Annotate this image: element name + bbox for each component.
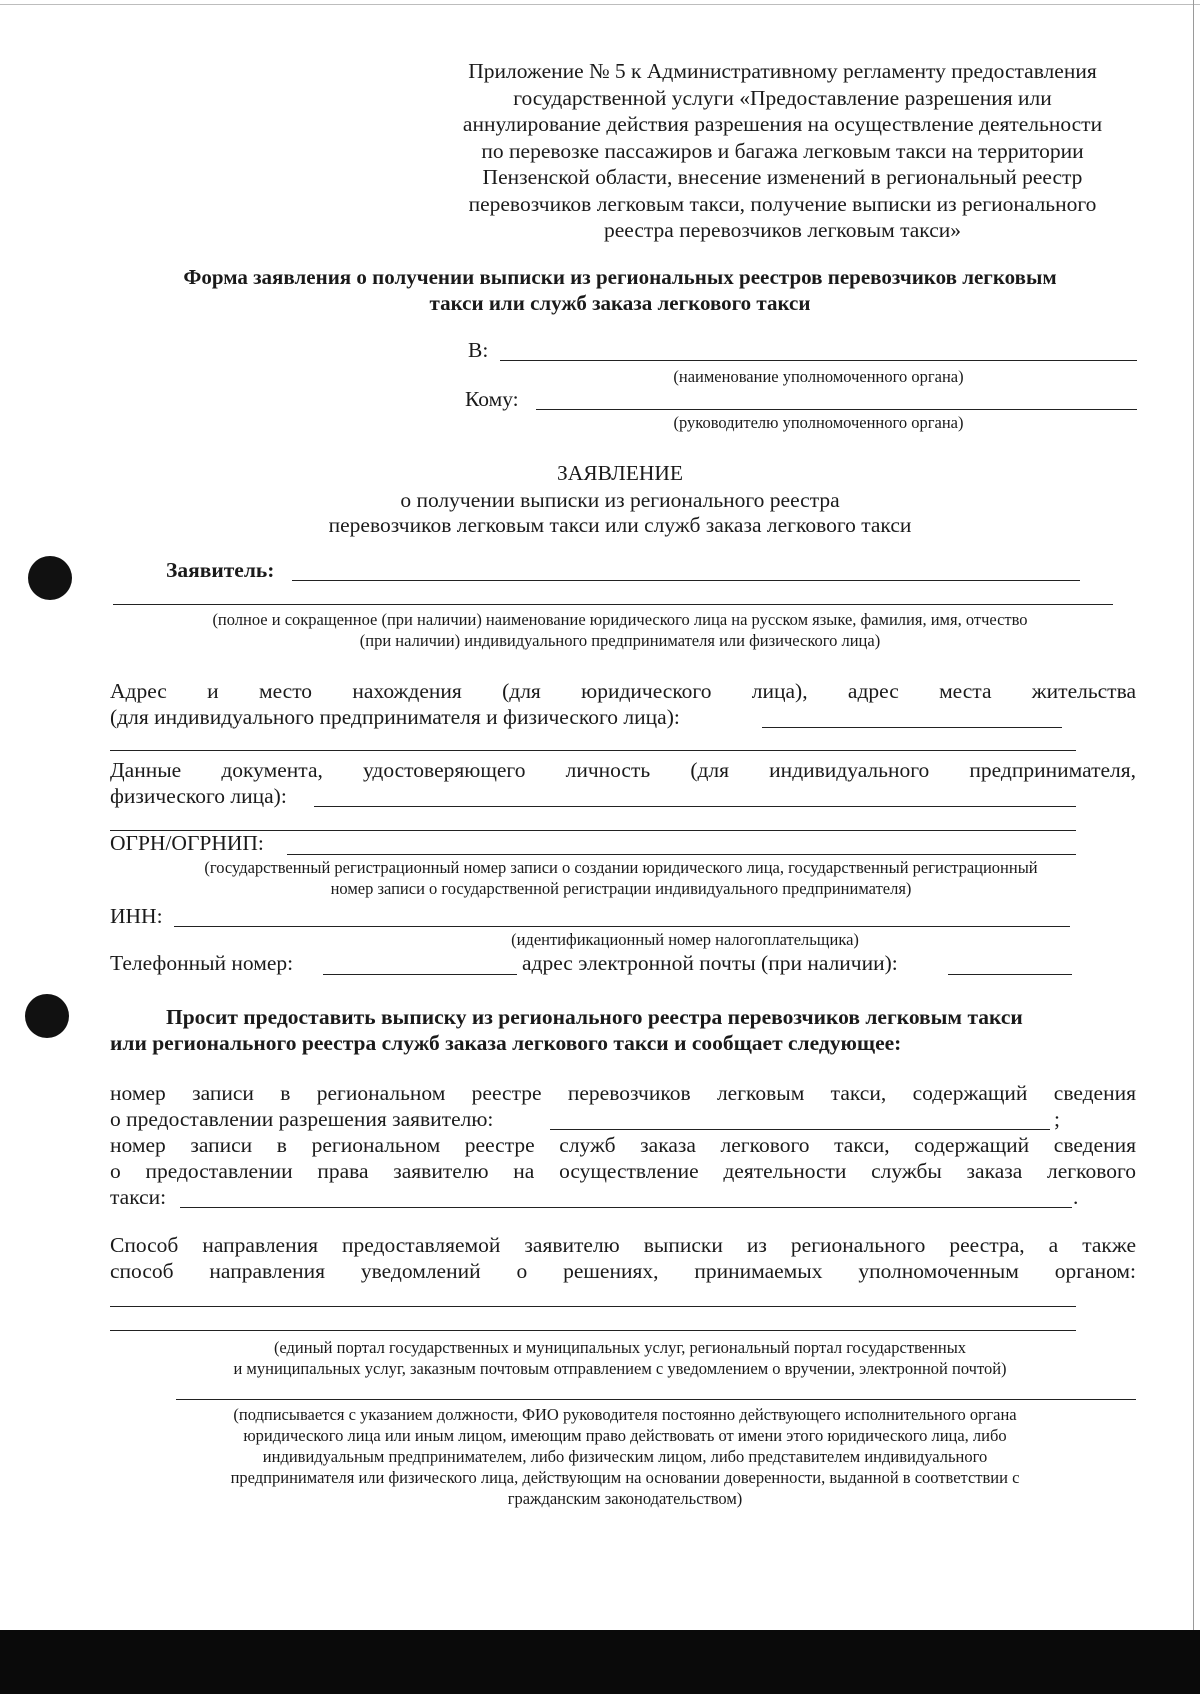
whom-caption: (руководителю уполномоченного органа)	[673, 413, 964, 432]
email-label: адрес электронной почты (при наличии):	[522, 951, 898, 975]
statement-subtitle: о получении выписки из регионального реестра	[400, 488, 840, 512]
email-field[interactable]	[948, 974, 1072, 975]
signature-caption: гражданским законодательством)	[507, 1489, 743, 1508]
address-label: Адрес и место нахождения (для юридического лица), адрес места жительства	[110, 679, 1136, 703]
identity-field[interactable]	[314, 806, 1076, 807]
applicant-caption: (полное и сокращенное (при наличии) наименование юридического лица на русском языке, фамилия, имя, отчество	[212, 610, 1028, 629]
carrier-record-label: номер записи в региональном реестре перевозчиков легковым такси, содержащий сведения	[110, 1081, 1136, 1105]
identity-label-cont: физического лица):	[110, 784, 287, 808]
statement-title: ЗАЯВЛЕНИЕ	[556, 461, 684, 485]
delivery-caption: (единый портал государственных и муниципальных услуг, региональный портал государственных	[273, 1338, 967, 1357]
phone-field[interactable]	[323, 974, 517, 975]
service-record-label-cont: о предоставлении права заявителю на осуществление деятельности службы заказа легкового	[110, 1159, 1136, 1183]
delivery-label-cont: способ направления уведомлений о решениях, принимаемых уполномоченным органом:	[110, 1259, 1136, 1283]
applicant-label: Заявитель:	[166, 558, 275, 582]
header-line: Пензенской области, внесение изменений в региональный реестр	[482, 165, 1083, 189]
ogrn-caption: номер записи о государственной регистрации индивидуального предпринимателя)	[330, 879, 912, 898]
signature-field[interactable]	[176, 1399, 1136, 1400]
address-field-line2[interactable]	[110, 750, 1076, 751]
header-line: аннулирование действия разрешения на осуществление деятельности	[462, 112, 1103, 136]
form-title	[110, 264, 1130, 316]
appendix-header	[410, 58, 1155, 244]
signature-caption: (подписывается с указанием должности, ФИО руководителя постоянно действующего исполнительного органа	[233, 1405, 1017, 1424]
header-line: Приложение № 5 к Административному регламенту предоставления	[468, 59, 1097, 83]
header-line: по перевозке пассажиров и багажа легковым такси на территории	[481, 138, 1084, 163]
phone-label: Телефонный номер:	[110, 951, 294, 975]
delivery-caption: и муниципальных услуг, заказным почтовым отправлением с уведомлением о вручении, электронной почтой)	[233, 1359, 1007, 1378]
service-record-field[interactable]	[180, 1207, 1072, 1208]
punch-hole-upper	[28, 556, 72, 600]
header-line: реестра перевозчиков легковым такси»	[603, 218, 962, 242]
address-field[interactable]	[762, 727, 1062, 728]
to-caption: (наименование уполномоченного органа)	[673, 367, 964, 386]
delivery-label: Способ направления предоставляемой заявителю выписки из регионального реестра, а также	[110, 1233, 1136, 1257]
signature-caption: предпринимателя или физического лица, действующим на основании доверенности, выданной в соответствии с	[230, 1468, 1020, 1487]
inn-caption: (идентификационный номер налогоплательщика)	[511, 930, 859, 949]
whom-field[interactable]	[536, 409, 1137, 410]
applicant-field-line2[interactable]	[113, 604, 1113, 605]
punch-hole-lower	[25, 994, 69, 1038]
header-line: перевозчиков легковым такси, получение выписки из регионального	[468, 191, 1097, 216]
statement-subtitle: перевозчиков легковым такси или служб заказа легкового такси	[328, 513, 912, 537]
address-label-cont: (для индивидуального предпринимателя и физического лица):	[110, 705, 680, 729]
request-text-cont: или регионального реестра служб заказа легкового такси и сообщает следующее:	[110, 1031, 902, 1055]
service-record-label-end: такси:	[110, 1185, 167, 1209]
ogrn-caption: (государственный регистрационный номер записи о создании юридического лица, государственный регистрационный	[204, 858, 1038, 877]
carrier-record-field[interactable]	[550, 1129, 1050, 1130]
applicant-caption: (при наличии) индивидуального предпринимателя или физического лица)	[359, 631, 881, 650]
to-label: В:	[468, 338, 489, 362]
carrier-record-end: ;	[1054, 1107, 1060, 1131]
inn-field[interactable]	[174, 926, 1070, 927]
scan-edge-right	[1193, 0, 1194, 1630]
identity-label: Данные документа, удостоверяющего личность (для индивидуального предпринимателя,	[110, 758, 1136, 782]
ogrn-label: ОГРН/ОГРНИП:	[110, 831, 264, 855]
whom-label: Кому:	[465, 387, 519, 411]
scan-bottom-edge	[0, 1630, 1200, 1694]
carrier-record-label-cont: о предоставлении разрешения заявителю:	[110, 1107, 494, 1131]
signature-caption: юридического лица или иным лицом, имеющим право действовать от имени этого юридического лица, либо	[243, 1426, 1007, 1445]
delivery-field-line2[interactable]	[110, 1330, 1076, 1331]
signature-caption: индивидуальным предпринимателем, либо физическим лицом, либо представителем индивидуального	[262, 1447, 988, 1466]
service-record-label: номер записи в региональном реестре служб заказа легкового такси, содержащий сведения	[110, 1133, 1136, 1157]
request-text: Просит предоставить выписку из регионального реестра перевозчиков легковым такси	[166, 1005, 1023, 1029]
delivery-field[interactable]	[110, 1306, 1076, 1307]
to-field[interactable]	[500, 360, 1137, 361]
header-line: государственной услуги «Предоставление разрешения или	[513, 85, 1052, 110]
form-title-line: такси или служб заказа легкового такси	[429, 291, 811, 315]
form-title-line: Форма заявления о получении выписки из региональных реестров перевозчиков легковым	[183, 265, 1057, 289]
inn-label: ИНН:	[110, 904, 163, 928]
scan-edge-top	[0, 4, 1200, 5]
applicant-field[interactable]	[292, 580, 1080, 581]
ogrn-field[interactable]	[287, 854, 1076, 855]
service-record-end: .	[1073, 1185, 1079, 1209]
